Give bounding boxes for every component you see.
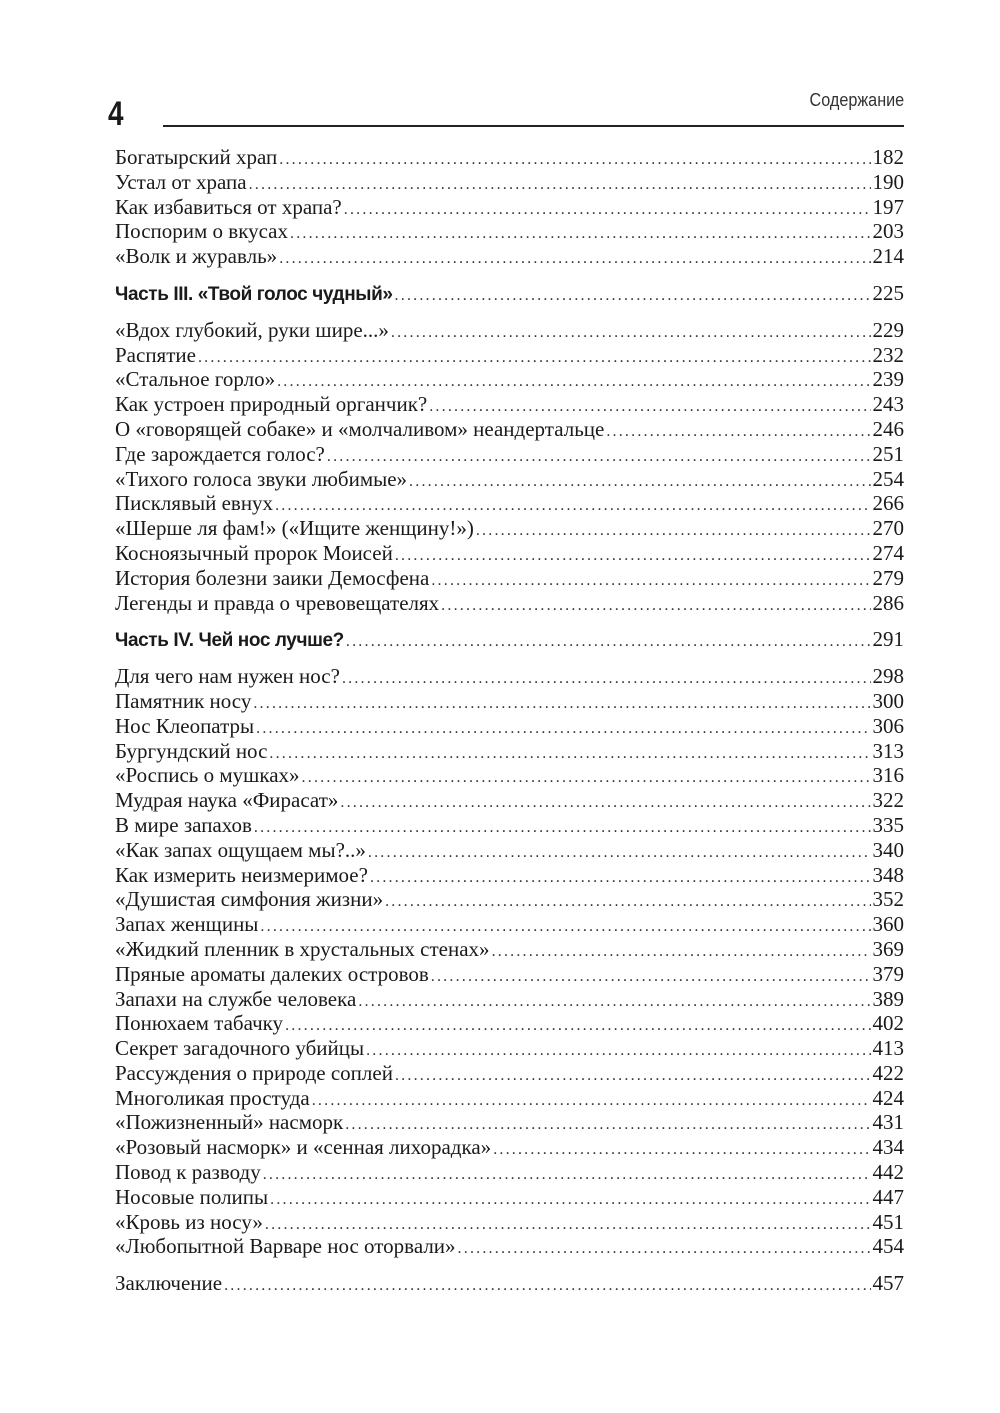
part-title: Часть IV. Чей нос лучше?	[115, 630, 344, 652]
toc-entry-page: 270	[872, 516, 904, 541]
toc-entry-page: 243	[872, 392, 904, 417]
toc-entry[interactable]	[115, 664, 904, 689]
toc-entry[interactable]	[115, 566, 904, 591]
toc-entry-title: Пряные ароматы далеких островов	[115, 961, 429, 986]
toc-entry[interactable]	[115, 343, 904, 368]
toc-entry-page: 251	[872, 441, 904, 466]
leader-dots	[198, 346, 871, 371]
conclusion-title: Заключение	[115, 1271, 223, 1296]
toc-entry-page: 190	[872, 169, 904, 194]
toc-entry-title: Многоликая простуда	[115, 1085, 310, 1110]
leader-dots	[290, 222, 871, 247]
leader-dots	[279, 247, 870, 272]
leader-dots	[606, 420, 870, 445]
leader-dots	[285, 1014, 870, 1039]
toc-entry-title: Памятник носу	[115, 688, 252, 713]
toc-entry[interactable]	[115, 962, 904, 987]
toc-entry-title: Где зарождается голос?	[115, 441, 325, 466]
toc-entry[interactable]	[115, 987, 904, 1012]
toc-entry-title: «Тихого голоса звуки любимые»	[115, 466, 408, 491]
toc-entry-page: 279	[872, 565, 904, 590]
toc-entry[interactable]	[115, 170, 904, 195]
toc-entry[interactable]	[115, 1011, 904, 1036]
toc-entry-page: 306	[872, 713, 904, 738]
toc-entry-page: 434	[872, 1135, 904, 1160]
toc-entry-page: 232	[872, 342, 904, 367]
leader-dots	[358, 990, 870, 1015]
toc-entry-page: 360	[872, 912, 904, 937]
toc-entry-title: Запахи на службе человека	[115, 986, 357, 1011]
toc-entry-title: «Как запах ощущаем мы?..»	[115, 837, 366, 862]
leader-dots	[368, 841, 871, 866]
toc-entry-title: «Душистая симфония жизни»	[115, 887, 384, 912]
leader-dots	[395, 1064, 871, 1089]
part-page: 225	[872, 280, 904, 305]
leader-dots	[270, 1188, 870, 1213]
leader-dots	[391, 321, 871, 346]
toc-entry[interactable]	[115, 887, 904, 912]
toc-entry[interactable]	[115, 1061, 904, 1086]
toc-entry-page: 454	[872, 1234, 904, 1259]
toc-part-heading[interactable]	[115, 281, 904, 306]
toc-entry-page: 379	[872, 961, 904, 986]
toc-entry-page: 413	[872, 1036, 904, 1061]
toc-entry-page: 229	[872, 317, 904, 342]
toc-entry-title: Распятие	[115, 342, 196, 367]
toc-entry[interactable]	[115, 788, 904, 813]
toc-entry[interactable]	[115, 219, 904, 244]
toc-entry[interactable]	[115, 739, 904, 764]
table-of-contents	[115, 145, 904, 1296]
toc-entry-page: 424	[872, 1085, 904, 1110]
toc-entry-title: О «говорящей собаке» и «молчаливом» неандертальце	[115, 416, 605, 441]
leader-dots	[312, 1089, 871, 1114]
toc-entry-title: «Розовый насморк» и «сенная лихорадка»	[115, 1135, 492, 1160]
toc-entry[interactable]	[115, 1086, 904, 1111]
toc-entry-page: 422	[872, 1060, 904, 1085]
toc-entry[interactable]	[115, 467, 904, 492]
toc-entry-page: 246	[872, 416, 904, 441]
toc-entry-title: Богатырский храп	[115, 145, 278, 169]
leader-dots	[344, 198, 871, 223]
toc-entry[interactable]	[115, 367, 904, 392]
toc-part-heading[interactable]	[115, 627, 904, 652]
toc-entry[interactable]	[115, 813, 904, 838]
toc-entry-title: «Жидкий пленник в хрустальных стенах»	[115, 936, 490, 961]
toc-entry-page: 402	[872, 1011, 904, 1036]
toc-entry-title: Понюхаем табачку	[115, 1011, 284, 1036]
running-title: Содержание	[809, 90, 904, 110]
toc-entry-title: Косноязычный пророк Моисей	[115, 540, 393, 565]
toc-entry-title: «Волк и журавль»	[115, 244, 278, 269]
toc-entry-title: Нос Клеопатры	[115, 713, 255, 738]
toc-entry-title: Повод к разводу	[115, 1160, 261, 1185]
toc-entry-title: Поспорим о вкусах	[115, 219, 288, 244]
toc-entry-page: 182	[872, 145, 904, 169]
part-title: Часть III. «Твой голос чудный»	[115, 283, 393, 305]
page-number: 4	[108, 95, 124, 133]
toc-entry-title: Запах женщины	[115, 912, 259, 937]
toc-entry[interactable]	[115, 417, 904, 442]
leader-dots	[256, 717, 870, 742]
toc-entry-title: «Пожизненный» насморк	[115, 1110, 344, 1135]
leader-dots	[370, 866, 871, 891]
toc-entry-title: Легенды и правда о чревовещателях	[115, 590, 440, 615]
toc-entry-title: «Шерше ля фам!» («Ищите женщину!»)	[115, 516, 474, 541]
leader-dots	[340, 791, 870, 816]
toc-entry-title: История болезни заики Демосфена	[115, 565, 430, 590]
toc-entry-page: 266	[872, 491, 904, 516]
toc-entry[interactable]	[115, 491, 904, 516]
toc-entry-page: 348	[872, 862, 904, 887]
toc-entry-page: 352	[872, 887, 904, 912]
toc-entry[interactable]	[115, 1036, 904, 1061]
toc-entry[interactable]	[115, 516, 904, 541]
toc-entry[interactable]	[115, 1110, 904, 1135]
toc-entry-page: 197	[872, 194, 904, 219]
leader-dots	[253, 692, 870, 717]
leader-dots	[441, 594, 870, 619]
leader-dots	[366, 1039, 870, 1064]
toc-entry[interactable]	[115, 442, 904, 467]
leader-dots	[476, 519, 871, 544]
part-page: 291	[872, 627, 904, 652]
toc-entry-page: 300	[872, 688, 904, 713]
toc-entry-title: Как избавиться от храпа?	[115, 194, 342, 219]
toc-entry-page: 286	[872, 590, 904, 615]
toc-entry[interactable]	[115, 838, 904, 863]
toc-entry[interactable]	[115, 318, 904, 343]
toc-entry[interactable]	[115, 244, 904, 269]
toc-entry-title: Устал от храпа	[115, 169, 247, 194]
toc-entry-title: Как измерить неизмеримое?	[115, 862, 368, 887]
toc-entry-page: 340	[872, 837, 904, 862]
leader-dots	[302, 766, 871, 791]
leader-dots	[409, 470, 870, 495]
toc-entry[interactable]	[115, 591, 904, 616]
leader-dots	[458, 1237, 871, 1262]
conclusion-page: 457	[872, 1271, 904, 1296]
toc-entry-page: 316	[872, 763, 904, 788]
toc-entry-page: 214	[872, 244, 904, 269]
toc-entry-title: Писклявый евнух	[115, 491, 274, 516]
toc-entry[interactable]	[115, 1210, 904, 1235]
toc-entry-title: Бургундский нос	[115, 738, 268, 763]
toc-entry-title: «Кровь из носу»	[115, 1209, 263, 1234]
toc-entry-title: Для чего нам нужен нос?	[115, 664, 340, 689]
toc-entry[interactable]	[115, 1160, 904, 1185]
leader-dots	[493, 1138, 870, 1163]
leader-dots	[342, 667, 871, 692]
leader-dots	[385, 890, 870, 915]
header-rule	[163, 125, 904, 127]
leader-dots	[492, 940, 871, 965]
toc-entry[interactable]	[115, 863, 904, 888]
toc-entry-page: 203	[872, 219, 904, 244]
toc-entry-title: Как устроен природный органчик?	[115, 392, 428, 417]
toc-entry[interactable]	[115, 145, 904, 170]
toc-entry[interactable]	[115, 541, 904, 566]
toc-entry[interactable]	[115, 937, 904, 962]
toc-entry-page: 447	[872, 1184, 904, 1209]
leader-dots	[279, 148, 870, 173]
toc-entry[interactable]	[115, 714, 904, 739]
leader-dots	[431, 965, 871, 990]
toc-entry-page: 274	[872, 540, 904, 565]
toc-entry-page: 431	[872, 1110, 904, 1135]
toc-entry-title: Секрет загадочного убийцы	[115, 1036, 365, 1061]
toc-entry[interactable]	[115, 392, 904, 417]
leader-dots	[224, 1274, 870, 1299]
leader-dots	[327, 445, 871, 470]
toc-entry-page: 254	[872, 466, 904, 491]
toc-entry[interactable]	[115, 195, 904, 220]
toc-entry-page: 369	[872, 936, 904, 961]
toc-entry[interactable]	[115, 763, 904, 788]
toc-entry-title: «Стальное горло»	[115, 367, 276, 392]
leader-dots	[263, 1163, 871, 1188]
toc-entry[interactable]	[115, 1234, 904, 1259]
toc-entry-page: 451	[872, 1209, 904, 1234]
toc-entry[interactable]	[115, 912, 904, 937]
toc-entry-title: В мире запахов	[115, 812, 252, 837]
leader-dots	[395, 284, 871, 309]
toc-entry-page: 298	[872, 664, 904, 689]
toc-entry-title: Мудрая наука «Фирасат»	[115, 788, 339, 813]
leader-dots	[269, 742, 870, 767]
toc-entry-page: 313	[872, 738, 904, 763]
leader-dots	[395, 544, 871, 569]
toc-entry-page: 322	[872, 788, 904, 813]
toc-entry-title: Носовые полипы	[115, 1184, 269, 1209]
toc-conclusion[interactable]	[115, 1271, 904, 1296]
toc-entry-page: 389	[872, 986, 904, 1011]
toc-entry-title: «Роспись о мушках»	[115, 763, 300, 788]
leader-dots	[431, 569, 870, 594]
toc-entry[interactable]	[115, 689, 904, 714]
toc-entry-title: «Любопытной Варваре нос оторвали»	[115, 1234, 456, 1259]
toc-entry[interactable]	[115, 1135, 904, 1160]
toc-entry-title: «Вдох глубокий, руки шире...»	[115, 317, 389, 342]
toc-entry-page: 442	[872, 1160, 904, 1185]
leader-dots	[346, 630, 871, 655]
toc-entry-page: 239	[872, 367, 904, 392]
toc-entry[interactable]	[115, 1185, 904, 1210]
toc-entry-page: 335	[872, 812, 904, 837]
leader-dots	[249, 173, 871, 198]
toc-entry-title: Рассуждения о природе соплей	[115, 1060, 393, 1085]
